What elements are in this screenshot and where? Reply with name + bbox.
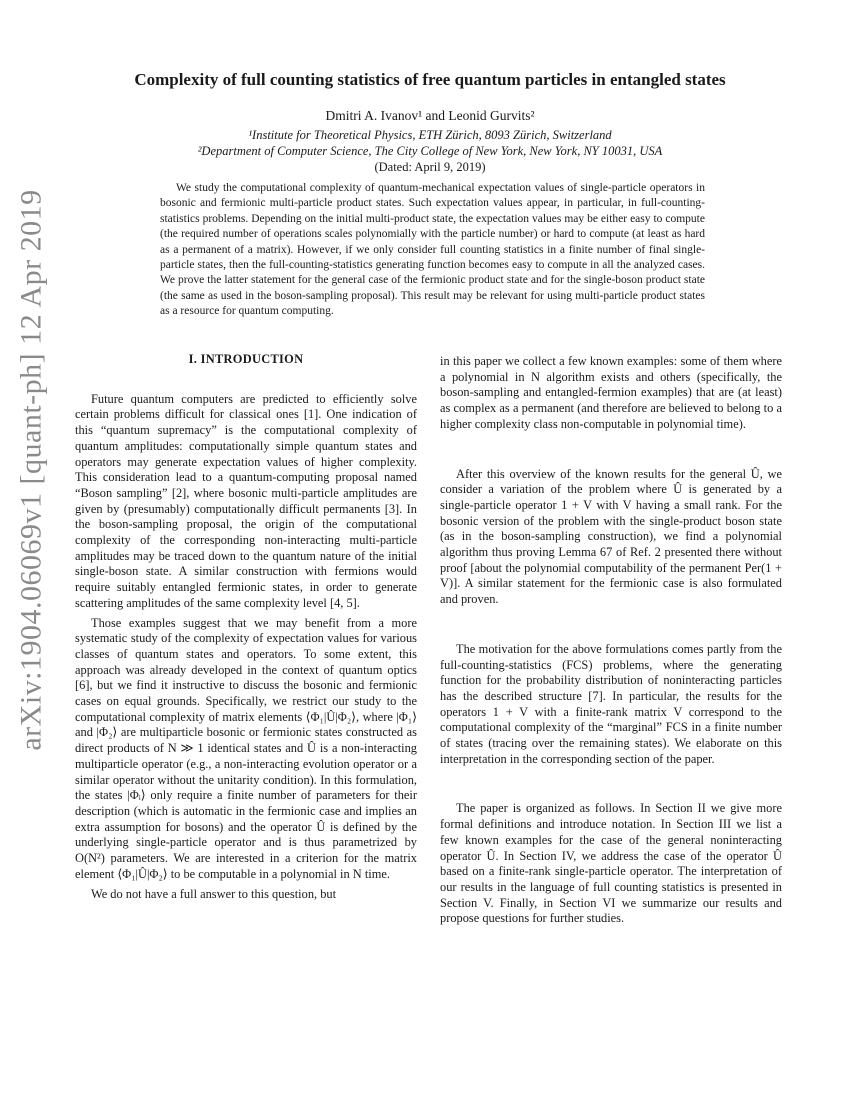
affiliation-ccny: ²Department of Computer Science, The City College of New York, New York, NY 10031, USA	[197, 144, 663, 158]
arxiv-sidebar	[10, 189, 54, 751]
affiliation-eth: ¹Institute for Theoretical Physics, ETH Zürich, 8093 Zürich, Switzerland	[248, 128, 612, 142]
author-list: Dmitri A. Ivanov¹ and Leonid Gurvits²	[325, 108, 535, 123]
right-column	[440, 354, 782, 927]
abstract: We study the computational complexity of quantum-mechanical expectation values of single-particle operators in bosonic and fermionic multi-particle product states. Such expectation values appear, in particular, in full-counting-statistics problems. Depending on the initial multi-product state, the expectation values may be either easy to compute (the required number of operations scales polynomially with the particle number) or hard to compute (at least as hard as a permanent of a matrix). However, if we only consider full counting statistics in a finite number of final single-particle states, then the full-counting-statistics generating function becomes easy to compute in all the analyzed cases. We prove the latter statement for the general case of the fermionic product state and for the single-boson product state (the same as used in the boson-sampling proposal). This result may be relevant for using multi-particle product states as a resource for quantum computing.	[160, 182, 705, 318]
date-line: (Dated: April 9, 2019)	[374, 160, 486, 174]
paragraph: The motivation for the above formulations comes partly from the full-counting-statistics (FCS) problems, where the generating function for the probability distribution of noninteracting particles has the described structure [7]. In particular, the results for the operators 1 + V with a finite-rank matrix V correspond to the computational complexity of the “marginal” FCS in a finite number of states (tracing over the remaining states). We elaborate on this interpretation in the corresponding section of the paper.	[440, 641, 782, 766]
paragraph: The paper is organized as follows. In Section II we give more formal definitions and introduce notation. In Section III we list a few known examples for the case of the general noninteracting operator Û. In Section IV, we address the case of the operator Û based on a finite-rank single-particle operator. The interpretation of our results in the language of full counting statistics is presented in Section V. Finally, in Section VI we summarize our results and propose questions for further studies.	[440, 801, 782, 926]
arxiv-identifier: arXiv:1904.06069v1 [quant-ph] 12 Apr 2019	[15, 189, 49, 751]
affiliations	[80, 127, 780, 175]
paragraph: Those examples suggest that we may benefit from a more systematic study of the complexity of expectation values for various classes of quantum states and operators. To some extent, this approach was already developed in the context of quantum optics [6], but we find it instructive to discuss the bosonic and fermionic cases on equal grounds. Specifically, we restrict our study to the computational complexity of matrix elements ⟨Φ₁|Û|Φ₂⟩, where |Φ₁⟩ and |Φ₂⟩ are multiparticle bosonic or fermionic states constructed as direct products of N ≫ 1 identical states and Û is a non-interacting multiparticle operator (e.g., a non-interacting evolution operator or a similar operator without the unitarity condition). In this formulation, the states |Φᵢ⟩ only require a finite number of parameters for their description (which is automatic in the fermionic case and implies an extra assumption for bosons) and the operator Û is defined by the underlying single-particle operator and is thus parametrized by O(N²) parameters. We are interested in a criterion for the matrix element ⟨Φ₁|Û|Φ₂⟩ to be computable in a polynomial in N time.	[75, 615, 417, 881]
section-heading-introduction: I. INTRODUCTION	[188, 352, 304, 366]
paragraph: in this paper we collect a few known examples: some of them where a polynomial in N algorithm exists and others (specifically, the boson-sampling and entangled-fermion examples) that are (at least) as complex as a permanent (and therefore are believed to belong to a higher complexity class non-computable in polynomial time).	[440, 354, 782, 431]
paper-title: Complexity of full counting statistics of free quantum particles in entangled states	[134, 70, 726, 89]
paragraph: Future quantum computers are predicted to efficiently solve certain problems difficult for classical ones [1]. One indication of this “quantum supremacy” is the computational complexity of quantum amplitudes: computationally simple quantum states and operators may generate expectation values of higher complexity. This consideration lead to a quantum-computing proposal named “Boson sampling” [2], where bosonic multi-particle amplitudes are given by (presumably) computationally difficult permanents [3]. In the boson-sampling proposal, the origin of the computational complexity of the corresponding non-interacting multi-particle amplitudes may be traced down to the quantum nature of the initial single-boson state. A similar construction with fermions would require suitably entangled fermionic states, in order to generate scattering amplitudes of the same complexity level [4, 5].	[75, 391, 417, 610]
left-column	[75, 352, 417, 902]
paragraph: After this overview of the known results for the general Û, we consider a variation of the problem where Û is generated by a single-particle operator 1 + V with V having a small rank. For the bosonic version of the problem with the single-product boson state (as in the boson-sampling construction), we find a polynomial algorithm thus proving Lemma 67 of Ref. 2 presented there without proof [about the polynomial computability of the permanent Per(1 + V)]. A similar statement for the fermionic case is also formulated and proven.	[440, 466, 782, 607]
paragraph: We do not have a full answer to this question, but	[91, 886, 337, 901]
